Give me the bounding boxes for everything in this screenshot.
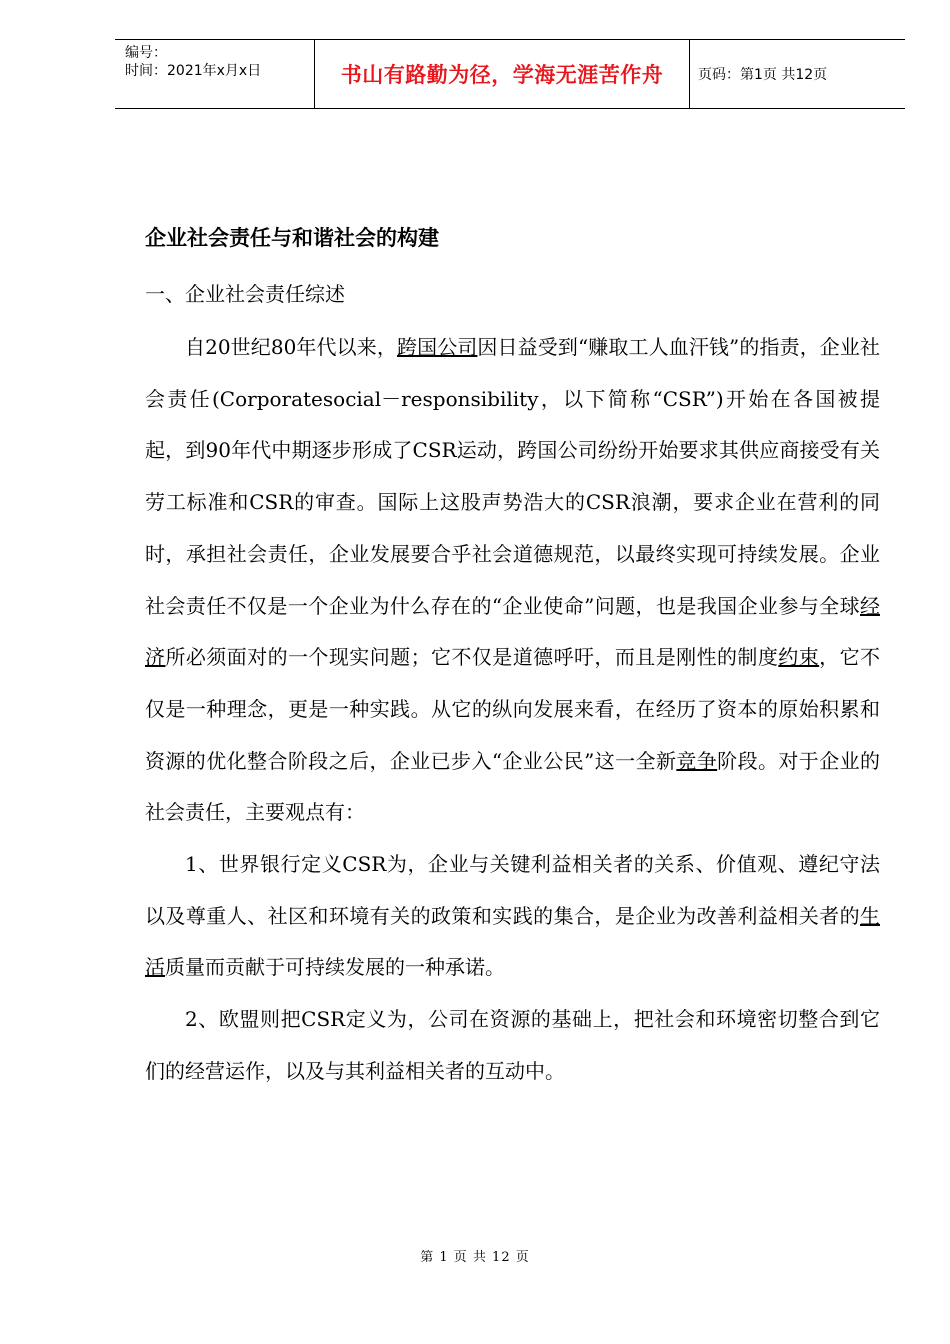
paragraph-eu: 2、欧盟则把CSR定义为，公司在资源的基础上，把社会和环境密切整合到它们的经营运作，以及与其利益相关者的互动中。 (145, 1007, 880, 1083)
text-run: 质量而贡献于可持续发展的一种承诺。 (165, 955, 505, 980)
link-life[interactable]: 生活 (145, 903, 880, 980)
page-header (115, 39, 905, 109)
page-footer: 第 1 页 共 12 页 (420, 1250, 530, 1265)
text-run: 自20世纪80年代以来， (185, 335, 397, 359)
text-run: 阶段。对于企业的社会责任，主要观点有： (145, 748, 881, 825)
header-motto: 书山有路勤为径，学海无涯苦作舟 (315, 40, 690, 108)
document-title: 企业社会责任与和谐社会的构建 (145, 225, 439, 250)
time-label: 时间：2021年x月x日 (125, 63, 262, 79)
header-page-info: 页码：第1页 共12页 (698, 67, 828, 83)
number-label: 编号： (125, 45, 167, 61)
document-body (145, 210, 880, 1098)
paragraph-intro (145, 322, 880, 839)
paragraph-world-bank (145, 839, 880, 994)
text-run: 1、世界银行定义CSR为，企业与关键利益相关者的关系、价值观、遵纪守法以及尊重人、社区和环境有关的政策和实践的集合，是企业为改善利益相关者的 (145, 852, 880, 928)
header-meta (115, 40, 315, 108)
link-competition[interactable]: 竞争 (676, 748, 718, 773)
link-constraint[interactable]: 约束 (778, 645, 820, 670)
link-economy[interactable]: 经济 (145, 593, 880, 670)
link-multinational-company[interactable]: 跨国公司 (396, 335, 478, 359)
text-run: 所必须面对的一个现实问题；它不仅是道德呼吁，而且是刚性的制度 (165, 645, 779, 670)
section-heading: 一、企业社会责任综述 (145, 282, 345, 306)
text-run: 因日益受到“赚取工人血汗钱”的指责，企业社会责任(Corporatesocial－responsibility，以下简称“CSR”)开始在各国被提起，到90年代中期逐步形成了CSR运动，跨国公司纷纷开始要求其供应商接受有关劳工标准和CSR的审查。国际上这股声势浩大的CSR浪潮，要求企业在营利的同时，承担社会责任，企业发展要合乎社会道德规范，以最终实现可持续发展。企业社会责任不仅是一个企业为什么存在的“企业使命”问题，也是我国企业参与全球 (145, 335, 881, 618)
text-run: ，它不仅是一种理念，更是一种实践。从它的纵向发展来看，在经历了资本的原始积累和资源的优化整合阶段之后，企业已步入“企业公民”这一全新 (145, 645, 881, 773)
